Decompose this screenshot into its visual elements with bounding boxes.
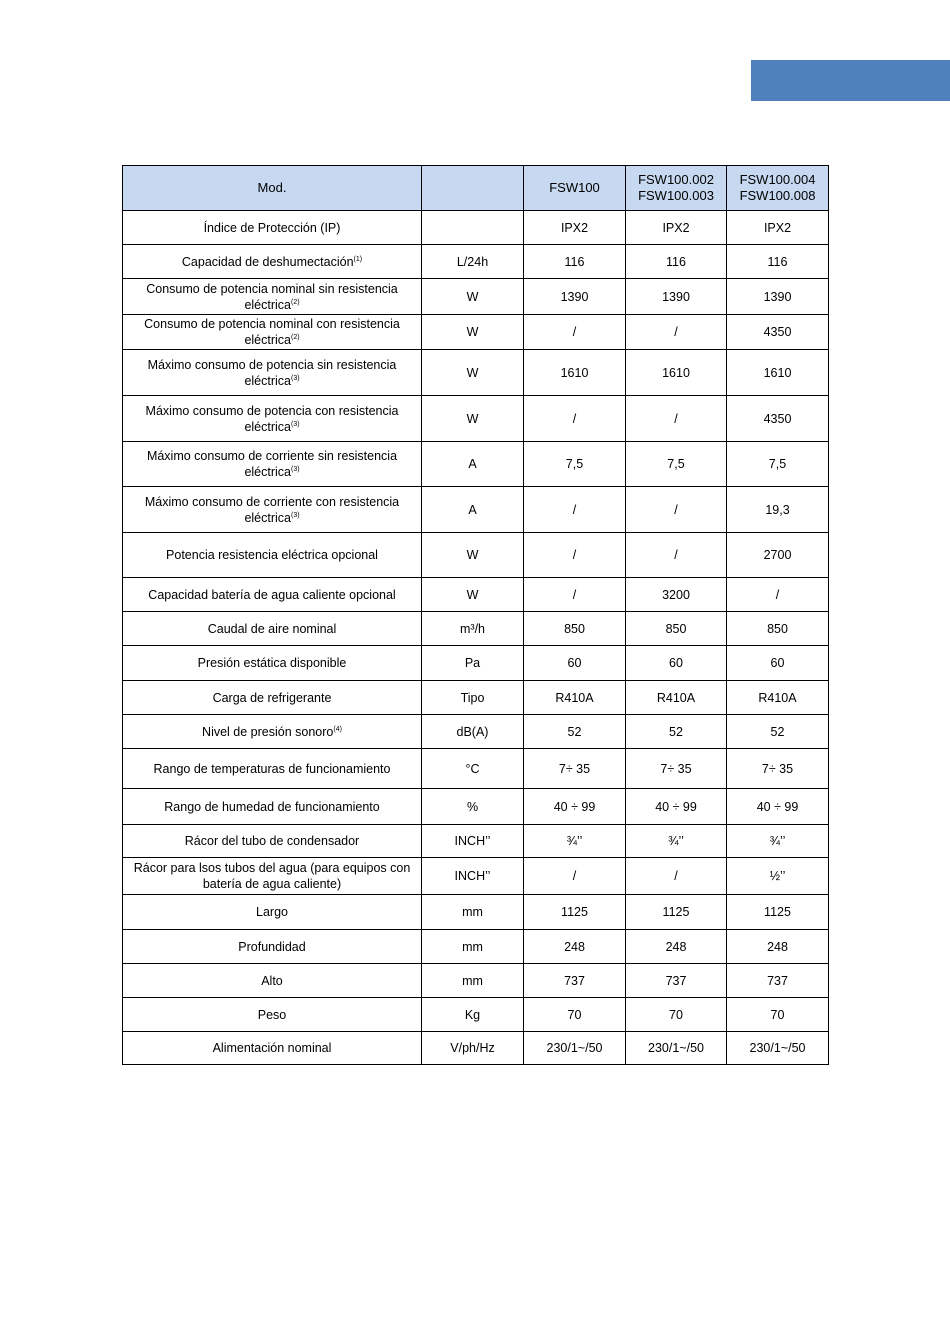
row-value-model-1: 7÷ 35	[524, 749, 626, 789]
row-value-model-3: 70	[727, 998, 829, 1032]
table-row	[123, 245, 829, 279]
header-model-2	[626, 166, 727, 211]
row-label-text: Profundidad	[238, 939, 306, 954]
row-value-model-2: 3200	[626, 578, 727, 612]
spec-table-body	[123, 166, 829, 1065]
table-row	[123, 646, 829, 681]
table-row	[123, 612, 829, 646]
row-value-model-3: IPX2	[727, 211, 829, 245]
row-unit: W	[422, 315, 524, 350]
row-value-model-2: 7÷ 35	[626, 749, 727, 789]
row-unit: mm	[422, 964, 524, 998]
row-label-text: Índice de Protección (IP)	[203, 220, 341, 235]
row-label-text: Peso	[257, 1007, 287, 1022]
footnote-marker: (2)	[290, 298, 300, 306]
row-value-model-1: 248	[524, 930, 626, 964]
row-label-text: Carga de refrigerante	[212, 690, 332, 705]
table-row	[123, 396, 829, 442]
row-label	[123, 315, 422, 350]
row-label-text: Rácor para lsos tubos del agua (para equipos con batería de agua caliente)	[133, 861, 411, 891]
table-row	[123, 715, 829, 749]
row-value-model-3: 52	[727, 715, 829, 749]
row-label	[123, 749, 422, 789]
row-value-model-1: 7,5	[524, 442, 626, 487]
row-label	[123, 487, 422, 533]
row-label	[123, 442, 422, 487]
row-value-model-1: /	[524, 578, 626, 612]
row-value-model-2: /	[626, 487, 727, 533]
table-row	[123, 487, 829, 533]
row-value-model-3: ½’’	[727, 858, 829, 895]
row-unit: mm	[422, 895, 524, 930]
row-unit: dB(A)	[422, 715, 524, 749]
spec-table	[122, 165, 829, 1065]
row-value-model-1: /	[524, 858, 626, 895]
row-value-model-3: ¾’’	[727, 825, 829, 858]
model-name: FSW100.002	[638, 172, 714, 187]
row-label	[123, 1032, 422, 1065]
row-unit: W	[422, 396, 524, 442]
table-row	[123, 825, 829, 858]
footnote-marker: (3)	[290, 374, 300, 382]
row-value-model-2: 850	[626, 612, 727, 646]
footnote-marker: (1)	[353, 255, 363, 263]
row-value-model-1: 737	[524, 964, 626, 998]
row-label	[123, 646, 422, 681]
row-value-model-1: 60	[524, 646, 626, 681]
row-label	[123, 578, 422, 612]
header-row	[123, 166, 829, 211]
row-label	[123, 930, 422, 964]
table-row	[123, 998, 829, 1032]
table-row	[123, 930, 829, 964]
row-value-model-2: R410A	[626, 681, 727, 715]
header-unit-cell	[422, 166, 524, 211]
row-value-model-3: 7,5	[727, 442, 829, 487]
table-row	[123, 279, 829, 315]
table-row	[123, 578, 829, 612]
row-unit: L/24h	[422, 245, 524, 279]
table-row	[123, 858, 829, 895]
row-value-model-1: 850	[524, 612, 626, 646]
row-label	[123, 245, 422, 279]
table-row	[123, 350, 829, 396]
model-name: FSW100.004	[739, 172, 816, 187]
row-value-model-3: 737	[727, 964, 829, 998]
row-label-text: Nivel de presión sonoro	[202, 724, 334, 739]
row-value-model-3: 2700	[727, 533, 829, 578]
row-unit: INCH’’	[422, 825, 524, 858]
row-label-text: Rango de temperaturas de funcionamiento	[153, 761, 391, 776]
row-value-model-1: 116	[524, 245, 626, 279]
row-label-text: Largo	[256, 905, 288, 919]
row-value-model-2: 1610	[626, 350, 727, 396]
row-value-model-3: 116	[727, 245, 829, 279]
footnote-marker: (2)	[290, 333, 300, 341]
row-value-model-2: 40 ÷ 99	[626, 789, 727, 825]
row-label	[123, 533, 422, 578]
footnote-marker: (4)	[333, 725, 342, 733]
row-value-model-2: ¾’’	[626, 825, 727, 858]
row-value-model-2: 60	[626, 646, 727, 681]
footnote-marker: (3)	[290, 420, 300, 428]
row-unit: m³/h	[422, 612, 524, 646]
model-name: FSW100	[549, 180, 600, 195]
row-unit: Pa	[422, 646, 524, 681]
row-value-model-2: 70	[626, 998, 727, 1032]
row-label-text: Máximo consumo de potencia con resistencia eléctrica	[145, 403, 399, 434]
row-label	[123, 895, 422, 930]
row-value-model-3: 1390	[727, 279, 829, 315]
table-row	[123, 442, 829, 487]
row-value-model-2: /	[626, 858, 727, 895]
header-model-label: Mod.	[123, 166, 422, 211]
row-value-model-2: /	[626, 533, 727, 578]
row-value-model-1: 230/1~/50	[524, 1032, 626, 1065]
row-unit: Kg	[422, 998, 524, 1032]
row-value-model-1: 70	[524, 998, 626, 1032]
row-value-model-2: 230/1~/50	[626, 1032, 727, 1065]
row-value-model-1: 1125	[524, 895, 626, 930]
header-color-tab	[751, 60, 950, 101]
row-unit: W	[422, 279, 524, 315]
row-value-model-3: 7÷ 35	[727, 749, 829, 789]
row-value-model-1: 52	[524, 715, 626, 749]
row-value-model-2: 248	[626, 930, 727, 964]
row-value-model-2: 1390	[626, 279, 727, 315]
row-unit: A	[422, 442, 524, 487]
row-value-model-2: 52	[626, 715, 727, 749]
row-value-model-2: 116	[626, 245, 727, 279]
row-value-model-3: 4350	[727, 396, 829, 442]
row-label	[123, 825, 422, 858]
row-unit: °C	[422, 749, 524, 789]
row-value-model-2: /	[626, 396, 727, 442]
row-value-model-2: IPX2	[626, 211, 727, 245]
row-unit: %	[422, 789, 524, 825]
row-value-model-1: 1610	[524, 350, 626, 396]
row-unit: W	[422, 533, 524, 578]
row-label	[123, 279, 422, 315]
row-value-model-3: 4350	[727, 315, 829, 350]
row-label-text: Rango de humedad de funcionamiento	[164, 799, 380, 814]
row-label-text: Máximo consumo de potencia sin resistencia eléctrica	[147, 357, 397, 388]
row-unit: mm	[422, 930, 524, 964]
row-unit: W	[422, 350, 524, 396]
row-label	[123, 964, 422, 998]
row-label	[123, 211, 422, 245]
row-label	[123, 715, 422, 749]
row-value-model-1: R410A	[524, 681, 626, 715]
table-row	[123, 964, 829, 998]
row-label	[123, 998, 422, 1032]
row-label-text: Máximo consumo de corriente con resistencia eléctrica	[144, 494, 400, 525]
row-label	[123, 789, 422, 825]
table-row	[123, 533, 829, 578]
footnote-marker: (3)	[290, 465, 300, 473]
row-value-model-3: 1610	[727, 350, 829, 396]
footnote-marker: (3)	[290, 511, 300, 519]
model-name: FSW100.008	[739, 188, 816, 203]
row-label-text: Caudal de aire nominal	[207, 621, 337, 636]
table-row	[123, 789, 829, 825]
row-unit	[422, 211, 524, 245]
table-row	[123, 681, 829, 715]
row-label-text: Rácor del tubo de condensador	[184, 834, 360, 848]
table-row	[123, 895, 829, 930]
row-label	[123, 681, 422, 715]
row-label-text: Capacidad de deshumectación	[181, 254, 354, 269]
row-label-text: Consumo de potencia nominal sin resistencia eléctrica	[146, 281, 398, 312]
table-row	[123, 749, 829, 789]
row-value-model-3: 248	[727, 930, 829, 964]
row-value-model-2: 1125	[626, 895, 727, 930]
row-value-model-3: 850	[727, 612, 829, 646]
table-row	[123, 1032, 829, 1065]
row-label	[123, 858, 422, 895]
row-value-model-1: /	[524, 396, 626, 442]
row-label-text: Máximo consumo de corriente sin resistencia eléctrica	[146, 449, 398, 479]
row-label-text: Alimentación nominal	[212, 1041, 332, 1055]
row-label	[123, 350, 422, 396]
row-label	[123, 612, 422, 646]
row-value-model-3: 1125	[727, 895, 829, 930]
row-value-model-1: /	[524, 533, 626, 578]
row-unit: V/ph/Hz	[422, 1032, 524, 1065]
row-value-model-2: 7,5	[626, 442, 727, 487]
row-value-model-1: IPX2	[524, 211, 626, 245]
row-label-text: Capacidad batería de agua caliente opcional	[148, 587, 396, 602]
row-label-text: Alto	[261, 973, 283, 988]
row-value-model-2: /	[626, 315, 727, 350]
model-name: FSW100.003	[638, 188, 714, 203]
row-value-model-3: /	[727, 578, 829, 612]
row-value-model-1: ¾’’	[524, 825, 626, 858]
table-row	[123, 211, 829, 245]
row-value-model-1: 40 ÷ 99	[524, 789, 626, 825]
row-unit: INCH’’	[422, 858, 524, 895]
table-row	[123, 315, 829, 350]
row-value-model-1: /	[524, 487, 626, 533]
row-value-model-3: R410A	[727, 681, 829, 715]
row-unit: Tipo	[422, 681, 524, 715]
row-label-text: Potencia resistencia eléctrica opcional	[166, 548, 378, 562]
row-value-model-2: 737	[626, 964, 727, 998]
row-unit: A	[422, 487, 524, 533]
row-value-model-3: 19,3	[727, 487, 829, 533]
row-value-model-3: 60	[727, 646, 829, 681]
row-value-model-3: 230/1~/50	[727, 1032, 829, 1065]
header-model-1	[524, 166, 626, 211]
row-value-model-3: 40 ÷ 99	[727, 789, 829, 825]
row-unit: W	[422, 578, 524, 612]
row-label-text: Presión estática disponible	[197, 656, 347, 670]
row-label	[123, 396, 422, 442]
row-value-model-1: /	[524, 315, 626, 350]
row-value-model-1: 1390	[524, 279, 626, 315]
header-model-3	[727, 166, 829, 211]
row-label-text: Consumo de potencia nominal con resistencia eléctrica	[144, 317, 400, 347]
